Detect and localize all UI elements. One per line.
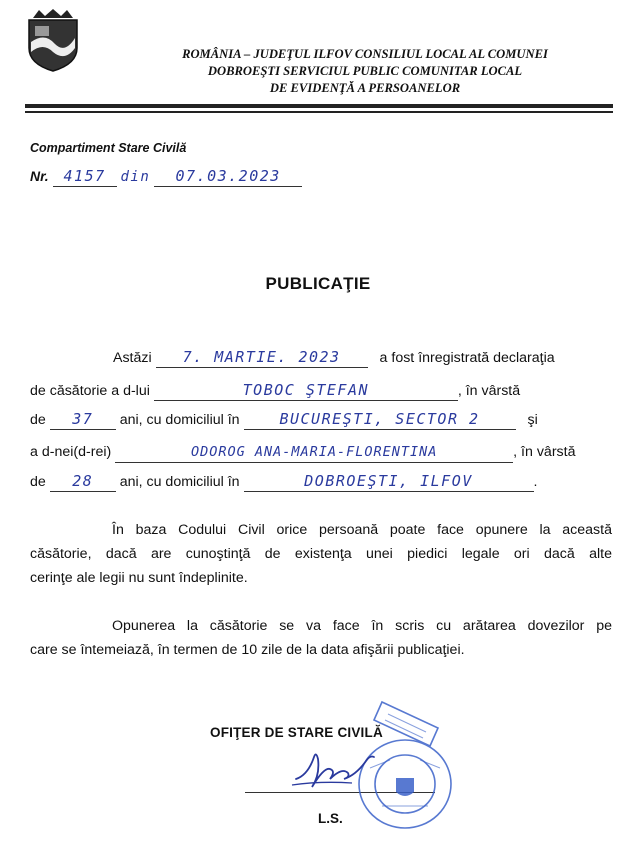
registration-date-field — [154, 169, 302, 187]
end-dot: . — [533, 474, 538, 490]
officer-title: OFIŢER DE STARE CIVILĂ — [210, 725, 383, 740]
paragraph2-line1: Opunerea la căsătorie se va face în scris cu arătarea dovezilor pe — [112, 618, 612, 634]
ani-domiciliu-text: ani, cu domiciliul în — [119, 412, 240, 428]
header-line-1: ROMÂNIA – JUDEŢUL ILFOV CONSILIUL LOCAL AL COMUNEI — [182, 47, 548, 61]
bride-age: 28 — [72, 472, 94, 490]
groom-address: BUCUREŞTI, SECTOR 2 — [279, 410, 480, 428]
declaration-row-2 — [30, 383, 612, 401]
header-line-3: DE EVIDENŢĂ A PERSOANELOR — [269, 81, 461, 95]
ls-label: L.S. — [318, 811, 343, 826]
declaration-row-5 — [30, 474, 612, 492]
si-text: şi — [527, 412, 538, 428]
de-text: de — [30, 412, 46, 428]
registration-number-field — [53, 169, 117, 187]
bride-age-field — [50, 474, 116, 492]
bride-address-field — [244, 474, 534, 492]
registration-label: Nr. — [30, 168, 49, 184]
header-rule-thin — [25, 111, 613, 113]
registration-number: 4157 — [63, 167, 106, 185]
groom-age-field — [50, 412, 116, 430]
groom-age: 37 — [72, 410, 94, 428]
document-title: PUBLICAŢIE — [265, 274, 371, 293]
declaration-row-1 — [113, 350, 612, 368]
registration-din: din — [120, 169, 151, 185]
deadline-paragraph — [30, 614, 612, 662]
groom-address-field — [244, 412, 516, 430]
registration-date: 07.03.2023 — [175, 167, 281, 185]
bride-name: ODOROG ANA-MARIA-FLORENTINA — [190, 444, 438, 460]
registered-text: a fost înregistrată declaraţia — [379, 350, 555, 366]
astazi-text: Astăzi — [113, 350, 152, 366]
county-coat-of-arms — [25, 8, 81, 72]
paragraph1-line3: cerinţe ale legii nu sunt îndeplinite. — [30, 570, 248, 586]
ani-domiciliu-text-2: ani, cu domiciliul în — [119, 474, 240, 490]
paragraph1-line1: În baza Codului Civil orice persoană poate face opunere la această — [112, 522, 612, 538]
de-text-2: de — [30, 474, 46, 490]
bride-address: DOBROEŞTI, ILFOV — [304, 472, 473, 490]
a-dnei-text: a d-nei(d-rei) — [30, 444, 112, 460]
bride-name-field — [115, 445, 513, 463]
institution-header — [120, 46, 610, 97]
compartment-label: Compartiment Stare Civilă — [30, 141, 187, 155]
opposition-paragraph — [30, 518, 612, 590]
paragraph2-line2: care se întemeiază, în termen de 10 zile de la data afişării publicaţiei. — [30, 642, 465, 658]
officer-signature — [290, 745, 380, 793]
in-varsta-text-2: , în vârstă — [513, 444, 576, 460]
in-varsta-text: , în vârstă — [457, 383, 521, 399]
registration-line — [30, 168, 302, 187]
declaration-row-3 — [30, 412, 612, 430]
header-line-2: DOBROEŞTI SERVICIUL PUBLIC COMUNITAR LOCAL — [207, 64, 523, 78]
declaration-date-field — [156, 350, 368, 368]
declaration-row-4 — [30, 444, 612, 463]
de-casatorie-text: de căsătorie a d-lui — [30, 383, 150, 399]
declaration-date: 7. MARTIE. 2023 — [182, 348, 341, 366]
groom-name: TOBOC ŞTEFAN — [242, 381, 370, 399]
paragraph1-line2: căsătorie, dacă are cunoştinţă de existenţa unei piedici legale ori dacă alte — [30, 546, 612, 562]
groom-name-field — [154, 383, 458, 401]
header-rule-thick — [25, 104, 613, 108]
